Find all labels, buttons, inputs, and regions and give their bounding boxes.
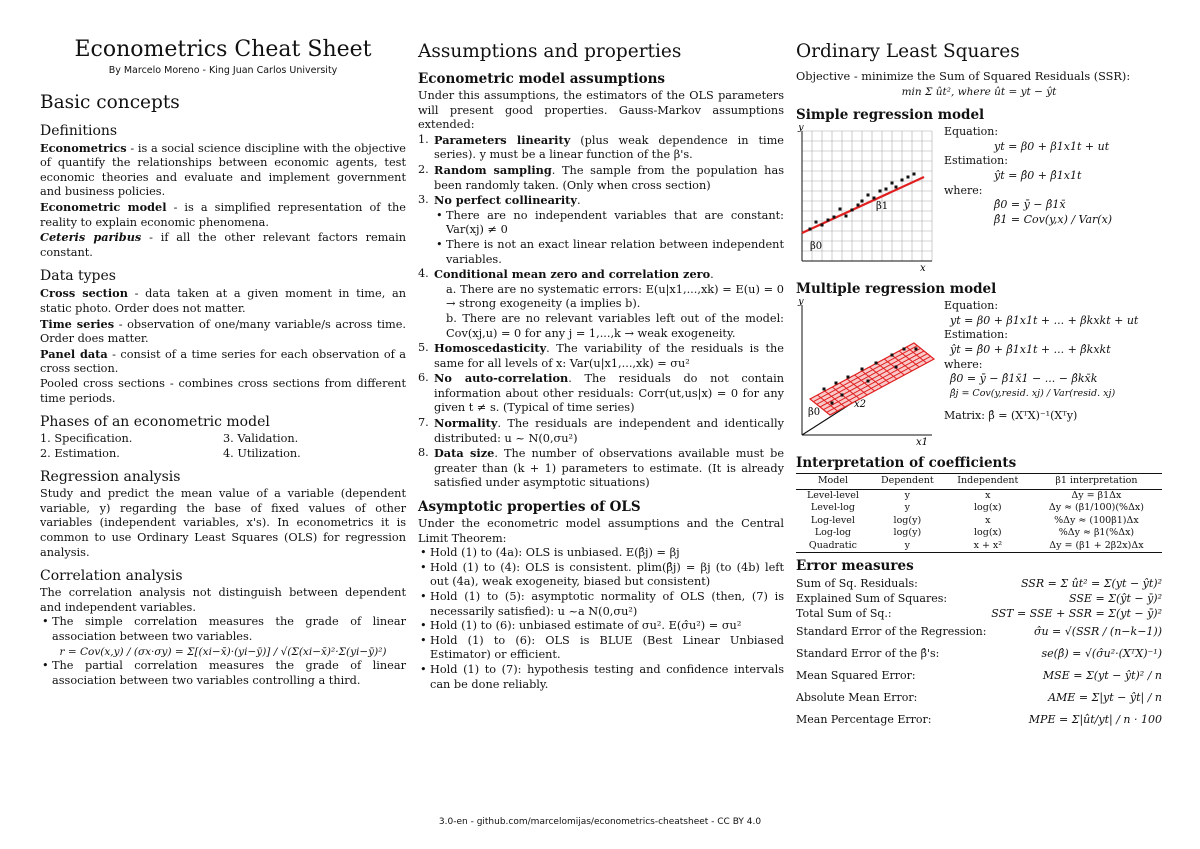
table-cell: Δy = β1Δx bbox=[1071, 489, 1122, 501]
scatter-point bbox=[821, 224, 824, 227]
column-basic-concepts bbox=[40, 34, 406, 688]
section-heading-basic-concepts: Basic concepts bbox=[40, 91, 180, 113]
asymptotic-item: • Hold (1) to (4): OLS is consistent. plim(β̂j) = βj (to (4b) left out (4a), weak exogeneity, biased but consistent) bbox=[418, 561, 784, 590]
assumptions-list bbox=[418, 133, 784, 491]
condition-a: a. There are no systematic errors: E(u|x1,...,xk) = E(u) = 0 → strong exogeneity (a implies b). bbox=[446, 282, 784, 311]
phase-item: 4. Utilization. bbox=[223, 446, 301, 460]
table-cell: y bbox=[904, 502, 911, 514]
table-header: Dependent bbox=[870, 474, 945, 490]
scatter-point bbox=[823, 388, 826, 391]
phases-list bbox=[40, 432, 406, 461]
table-cell: y bbox=[904, 489, 911, 501]
beta1-label: β1 bbox=[876, 201, 889, 213]
scatter-point bbox=[851, 209, 854, 212]
scatter-point bbox=[835, 382, 838, 385]
author-line: By Marcelo Moreno - King Juan Carlos University bbox=[108, 65, 338, 76]
scatter-point bbox=[895, 366, 898, 369]
regression-text: Study and predict the mean value of a variable (dependent variable, y) regarding the base of fixed values of other variables (independent variables, x's). In econometrics it is common to use Ordinary Least Squares (OLS) for regression analysis. bbox=[40, 487, 406, 559]
table-cell: %Δy ≈ (100β1)Δx bbox=[1054, 514, 1139, 526]
scatter-point bbox=[891, 354, 894, 357]
table-row bbox=[796, 527, 1162, 540]
regression-line bbox=[802, 177, 924, 233]
table-cell: Δy = (β1 + 2β2x)Δx bbox=[1031, 540, 1162, 553]
where-label: where: bbox=[944, 357, 983, 371]
beta0-formula: β̂0 = ȳ − β̂1x̄ bbox=[994, 198, 1066, 212]
table-header: β1 interpretation bbox=[1031, 474, 1162, 490]
equation-label: Equation: bbox=[944, 125, 999, 139]
error-measure-label: Standard Error of the β̂'s: bbox=[796, 647, 940, 661]
error-measure-row bbox=[796, 709, 1162, 731]
multiple-regression-equations bbox=[944, 299, 1162, 447]
axis-y-label: y bbox=[798, 299, 804, 308]
asymptotic-intro: Under the econometric model assumptions and the Central Limit Theorem: bbox=[418, 517, 784, 545]
correlation-bullet: • The simple correlation measures the grade of linear association between two variables. bbox=[40, 615, 406, 644]
data-type-item: Panel data - consist of a time series for each observation of a cross section. bbox=[40, 346, 406, 376]
phase-item: 2. Estimation. bbox=[40, 446, 120, 460]
estimation-label: Estimation: bbox=[944, 154, 1008, 168]
scatter-point bbox=[815, 221, 818, 224]
error-measure-formula: MSE = Σ(yt − ŷt)² / n bbox=[1042, 669, 1162, 683]
error-measure-row bbox=[796, 643, 1162, 665]
table-cell: log(y) bbox=[893, 514, 922, 526]
axis-x1-label: x1 bbox=[916, 437, 929, 448]
simple-regression-equations bbox=[944, 125, 1162, 273]
table-cell: Level-log bbox=[810, 502, 855, 514]
phase-item: 1. Specification. bbox=[40, 432, 133, 446]
simple-regression-plot bbox=[796, 125, 936, 273]
scatter-point bbox=[809, 228, 812, 231]
assumption-item: 6. No auto-correlation. The residuals do not contain information about other residuals: Corr(ut,us|x) = 0 for any given t ≠ s. (Typical of time series) bbox=[418, 371, 784, 415]
footer: 3.0-en - github.com/marcelomijas/econometrics-cheatsheet - CC BY 4.0 bbox=[438, 817, 762, 827]
phases-heading: Phases of an econometric model bbox=[40, 414, 270, 431]
data-type-item: Pooled cross sections - combines cross sections from different time periods. bbox=[40, 376, 406, 405]
error-measure-formula: MPE = Σ|ût/yt| / n · 100 bbox=[1028, 713, 1162, 727]
column-ols bbox=[796, 34, 1162, 731]
correlation-text: The correlation analysis not distinguish between dependent and independent variables. bbox=[40, 586, 406, 614]
assumptions-heading: Econometric model assumptions bbox=[418, 71, 666, 87]
beta0-label: β0 bbox=[810, 241, 823, 253]
equation-label: Equation: bbox=[944, 299, 999, 313]
scatter-point bbox=[901, 179, 904, 182]
assumption-item: 1. Parameters linearity (plus weak dependence in time series). y must be a linear function of the β's. bbox=[418, 132, 784, 162]
collinearity-bullet: • There is not an exact linear relation between independent variables. bbox=[434, 238, 784, 267]
table-cell: x bbox=[985, 489, 991, 501]
asymptotic-item: • Hold (1) to (7): hypothesis testing and confidence intervals can be done reliably. bbox=[418, 663, 784, 692]
page-title: Econometrics Cheat Sheet bbox=[74, 37, 372, 62]
regression-plane bbox=[810, 343, 934, 415]
estimation: ŷt = β̂0 + β̂1x1t bbox=[994, 168, 1082, 182]
equation: yt = β0 + β1x1t + ... + βkxkt + ut bbox=[950, 313, 1139, 327]
objective-formula: min Σ ût², where ût = yt − ŷt bbox=[901, 85, 1057, 98]
table-header-row bbox=[796, 474, 1162, 490]
asymptotic-list bbox=[418, 546, 784, 692]
assumption-item: 8. Data size. The number of observations available must be greater than (k + 1) parameters to estimate. (It is already satisfied under asymptotic situations) bbox=[418, 446, 784, 490]
error-measure-formula: SSR = Σ ût² = Σ(yt − ŷt)² bbox=[1020, 577, 1162, 591]
error-measure-label: Standard Error of the Regression: bbox=[796, 625, 987, 639]
definitions-heading: Definitions bbox=[40, 122, 118, 139]
error-measure-row bbox=[796, 606, 1162, 621]
table-row bbox=[796, 502, 1162, 515]
scatter-point bbox=[861, 368, 864, 371]
section-heading-assumptions: Assumptions and properties bbox=[418, 41, 682, 62]
condition-b: b. There are no relevant variables left out of the model: Cov(xj,u) = 0 for any j = 1,...,k → weak exogeneity. bbox=[446, 311, 784, 340]
table-cell: log(x) bbox=[974, 502, 1002, 514]
simple-regression-block bbox=[796, 125, 1162, 273]
error-measure-row bbox=[796, 576, 1162, 591]
table-row bbox=[796, 515, 1162, 528]
scatter-point bbox=[867, 194, 870, 197]
assumption-item: 2. Random sampling. The sample from the population has been randomly taken. (Only when cross section) bbox=[418, 162, 784, 192]
estimation-label: Estimation: bbox=[944, 328, 1008, 342]
error-measure-label: Absolute Mean Error: bbox=[796, 691, 918, 705]
scatter-point bbox=[913, 173, 916, 176]
column-assumptions bbox=[418, 34, 784, 692]
where-label: where: bbox=[944, 183, 983, 197]
scatter-point bbox=[845, 215, 848, 218]
scatter-point bbox=[895, 186, 898, 189]
asymptotic-item: • Hold (1) to (6): OLS is BLUE (Best Linear Unbiased Estimator) or efficient. bbox=[418, 634, 784, 663]
correlation-list-2 bbox=[40, 659, 406, 688]
section-heading-ols: Ordinary Least Squares bbox=[796, 41, 1020, 62]
error-measures-list bbox=[796, 576, 1162, 731]
error-measure-label: Total Sum of Sq.: bbox=[796, 607, 892, 621]
table-cell: y bbox=[870, 540, 945, 553]
correlation-bullet: • The partial correlation measures the grade of linear association between two variables controlling a third. bbox=[40, 659, 406, 688]
table-header: Model bbox=[796, 474, 870, 490]
table-cell: Log-log bbox=[814, 527, 852, 539]
scatter-point bbox=[847, 376, 850, 379]
multiple-regression-block bbox=[796, 299, 1162, 447]
error-measure-label: Mean Percentage Error: bbox=[796, 713, 932, 727]
error-measure-row bbox=[796, 665, 1162, 687]
assumption-item: 4. Conditional mean zero and correlation zero. a. There are no systematic errors: E(u|x1,...,xk) = E(u) = 0 → strong exogeneity (a implies b). b. There are no relevant variables left out of the model: Cov(xj,u) = 0 for any j = 1,...,k → weak exogeneity. bbox=[418, 267, 784, 340]
error-measure-label: Mean Squared Error: bbox=[796, 669, 916, 683]
assumption-item: 7. Normality. The residuals are independent and identically distributed: u ~ N(0,σu²) bbox=[418, 416, 784, 445]
data-type-item: Time series - observation of one/many variable/s across time. Order does matter. bbox=[40, 316, 406, 346]
definition-ceteris: Ceteris paribus - if all the other relevant factors remain constant. bbox=[40, 230, 406, 259]
estimation: ŷt = β̂0 + β̂1x1t + ... + β̂kxkt bbox=[950, 342, 1111, 356]
asymptotic-heading: Asymptotic properties of OLS bbox=[418, 499, 641, 516]
error-measures-heading: Error measures bbox=[796, 558, 914, 575]
scatter-point bbox=[867, 380, 870, 383]
collinearity-bullet: • There are no independent variables that are constant: Var(xj) ≠ 0 bbox=[434, 209, 784, 238]
scatter-point bbox=[891, 182, 894, 185]
scatter-point bbox=[907, 176, 910, 179]
table-cell: Level-level bbox=[807, 489, 859, 501]
axis-y-label: y bbox=[798, 125, 804, 134]
table-cell: Quadratic bbox=[796, 540, 870, 553]
table-row bbox=[796, 489, 1162, 502]
scatter-point bbox=[827, 219, 830, 222]
axis-x2-label: x2 bbox=[854, 399, 867, 411]
scatter-point bbox=[861, 200, 864, 203]
data-type-item: Cross section - data taken at a given moment in time, an static photo. Order does not matter. bbox=[40, 286, 406, 315]
asymptotic-item: • Hold (1) to (4a): OLS is unbiased. E(β̂j) = βj bbox=[418, 546, 784, 561]
error-measure-formula: SST = SSE + SSR = Σ(yt − ȳ)² bbox=[991, 607, 1162, 621]
table-cell: x + x² bbox=[945, 540, 1031, 553]
assumptions-intro: Under this assumptions, the estimators of the OLS parameters will present good properties. Gauss-Markov assumptions extended: bbox=[418, 89, 784, 132]
regression-heading: Regression analysis bbox=[40, 469, 181, 486]
beta1-formula: β̂1 = Cov(y,x) / Var(x) bbox=[994, 212, 1113, 226]
equation: yt = β0 + β1x1t + ut bbox=[994, 139, 1110, 153]
scatter-point bbox=[875, 362, 878, 365]
multiple-regression-heading: Multiple regression model bbox=[796, 281, 997, 298]
correlation-list bbox=[40, 615, 406, 644]
error-measure-label: Sum of Sq. Residuals: bbox=[796, 577, 918, 591]
table-cell: Δy ≈ (β1/100)(%Δx) bbox=[1048, 502, 1144, 514]
table-cell: %Δy ≈ β1(%Δx) bbox=[1058, 527, 1135, 539]
asymptotic-item: • Hold (1) to (6): unbiased estimate of σu². E(σ̂u²) = σu² bbox=[418, 619, 784, 634]
definition-econometrics: Econometrics - is a social science discipline with the objective of quantify the relationships between economic agents, test economic theories and evaluate and implement government and business policies. bbox=[40, 140, 406, 199]
error-measure-formula: se(β̂) = √(σ̂u²·(XᵀX)⁻¹) bbox=[1041, 647, 1162, 661]
scatter-point bbox=[915, 348, 918, 351]
scatter-point bbox=[879, 190, 882, 193]
table-cell: log(y) bbox=[893, 527, 922, 539]
assumption-item: 3. No perfect collinearity. • There are no independent variables that are constant: Var(xj) ≠ 0 • There is not an exact linear relation between independent variables. bbox=[418, 193, 784, 267]
axis-x-label: x bbox=[920, 263, 926, 274]
scatter-point bbox=[885, 188, 888, 191]
collinearity-bullets bbox=[434, 209, 784, 267]
objective-text: Objective - minimize the Sum of Squared Residuals (SSR): bbox=[796, 70, 1131, 83]
betaj-formula: β̂j = Cov(y,resid. xj) / Var(resid. xj) bbox=[950, 387, 1116, 399]
multiple-regression-plot bbox=[796, 299, 936, 447]
scatter-point bbox=[841, 394, 844, 397]
scatter-point bbox=[831, 402, 834, 405]
beta0-label: β0 bbox=[808, 407, 821, 419]
scatter-point bbox=[903, 348, 906, 351]
scatter-point bbox=[839, 208, 842, 211]
table-cell: Log-level bbox=[810, 514, 855, 526]
phase-item: 3. Validation. bbox=[223, 432, 299, 446]
error-measure-row bbox=[796, 591, 1162, 606]
interpretation-heading: Interpretation of coefficients bbox=[796, 455, 1017, 472]
error-measure-formula: σ̂u = √(SSR / (n−k−1)) bbox=[1033, 625, 1162, 639]
scatter-point bbox=[873, 197, 876, 200]
beta0-formula: β̂0 = ȳ − β̂1x̄1 − ... − β̂kx̄k bbox=[950, 372, 1098, 386]
error-measure-label: Explained Sum of Squares: bbox=[796, 592, 948, 606]
error-measure-formula: AME = Σ|yt − ŷt| / n bbox=[1048, 691, 1162, 705]
table-header: Independent bbox=[945, 474, 1031, 490]
scatter-point bbox=[833, 216, 836, 219]
correlation-formula: r = Cov(x,y) / (σx·σy) = Σ[(xi−x̄)·(yi−ȳ)] / √(Σ(xi−x̄)²·Σ(yi−ȳ)²) bbox=[59, 645, 387, 658]
data-types-heading: Data types bbox=[40, 268, 116, 285]
table-cell: log(x) bbox=[974, 527, 1002, 539]
asymptotic-item: • Hold (1) to (5): asymptotic normality of OLS (then, (7) is necessarily satisfied): u ~a N(0,σu²) bbox=[418, 590, 784, 619]
simple-regression-heading: Simple regression model bbox=[796, 107, 985, 124]
assumption-item: 5. Homoscedasticity. The variability of the residuals is the same for all levels of x: Var(u|x1,...,xk) = σu² bbox=[418, 341, 784, 370]
matrix-formula: Matrix: β̂ = (XᵀX)⁻¹(Xᵀy) bbox=[944, 409, 1078, 423]
correlation-heading: Correlation analysis bbox=[40, 568, 183, 585]
definition-model: Econometric model - is a simplified representation of the reality to explain economic phenomena. bbox=[40, 199, 406, 229]
table-row bbox=[796, 540, 1162, 553]
error-measure-row bbox=[796, 687, 1162, 709]
error-measure-row bbox=[796, 621, 1162, 643]
table-cell: x bbox=[985, 514, 991, 526]
scatter-point bbox=[857, 204, 860, 207]
interpretation-table bbox=[796, 473, 1162, 553]
error-measure-formula: SSE = Σ(ŷt − ȳ)² bbox=[1069, 592, 1162, 606]
